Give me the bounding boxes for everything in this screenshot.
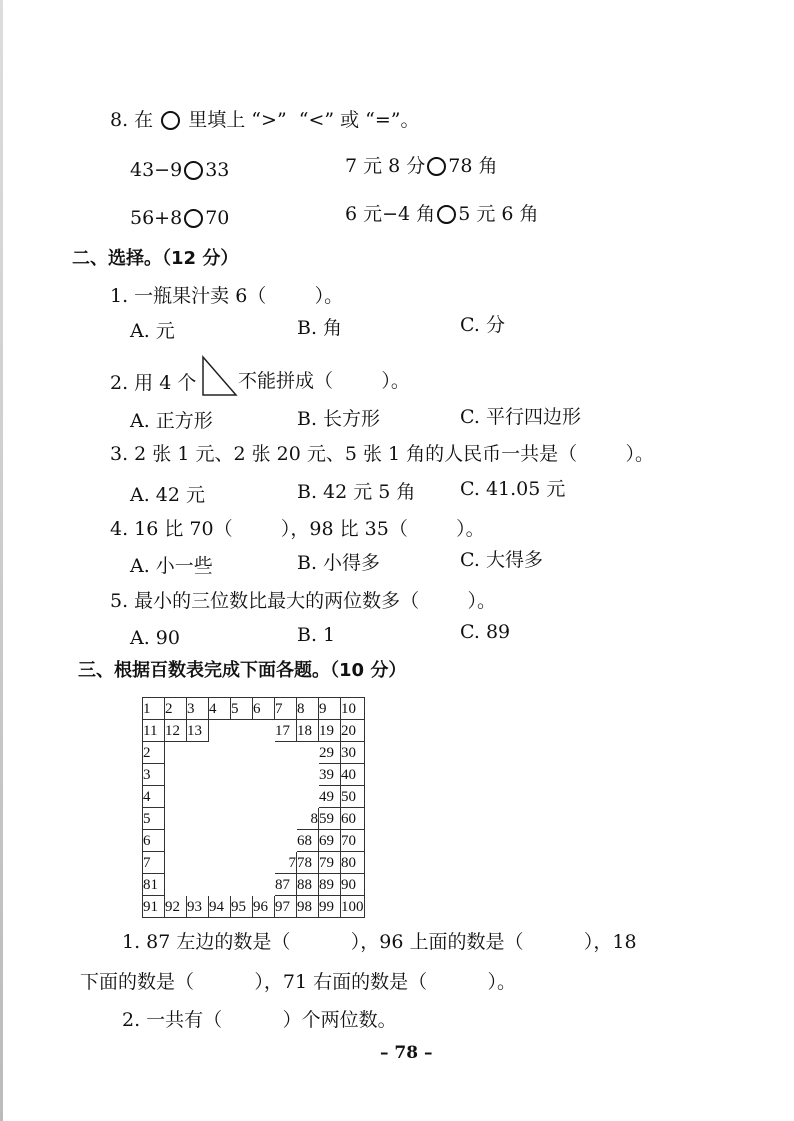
chart-cell: 29 [319,742,341,764]
choice-q5-c[interactable]: C. 89 [460,621,511,643]
chart-cell-empty [165,874,187,896]
choice-q2-b[interactable]: B. 长方形 [297,408,381,430]
chart-cell-empty [231,764,253,786]
chart-cell-empty [231,808,253,830]
chart-cell: 18 [297,720,319,742]
chart-cell: 4 [143,786,165,808]
choice-q4: 4. 16 比 70（ ），98 比 35（ ）。 [110,518,485,540]
chart-cell-empty [165,786,187,808]
chart-cell-empty [253,742,275,764]
chart-cell-empty [253,874,275,896]
circle-blank-icon [161,111,180,130]
chart-row [143,852,365,874]
chart-row [143,896,365,918]
choice-q5-b[interactable]: B. 1 [297,624,336,646]
choice-q2-rest: 不能拼成（ ）。 [238,370,410,392]
chart-cell-empty [187,852,209,874]
chart-cell: 50 [341,786,365,808]
chart-cell: 11 [143,720,165,742]
chart-cell-empty [165,764,187,786]
chart-cell-empty [275,830,297,852]
chart-cell: 2 [143,742,165,764]
chart-cell-empty [209,786,231,808]
chart-row [143,698,365,720]
choice-q4-b[interactable]: B. 小得多 [297,552,381,574]
circle-answer-blank[interactable] [427,157,446,176]
chart-cell-empty [209,808,231,830]
chart-cell-empty [275,808,297,830]
choice-q1: 1. 一瓶果汁卖 6（ ）。 [110,285,344,307]
chart-cell-empty [275,742,297,764]
chart-cell-empty [275,764,297,786]
chart-cell: 91 [143,896,165,918]
q8-item-3: 56+8 70 [130,207,230,229]
chart-cell: 68 [297,830,319,852]
chart-cell-empty [297,786,319,808]
chart-cell: 78 [297,852,319,874]
chart-cell-empty [165,830,187,852]
chart-cell-empty [165,808,187,830]
chart-cell: 89 [319,874,341,896]
chart-cell: 10 [341,698,365,720]
chart-cell: 8 [297,698,319,720]
chart-cell-empty [187,786,209,808]
chart-cell: 79 [319,852,341,874]
chart-cell: 3 [187,698,209,720]
right-triangle-icon [200,355,240,397]
circle-answer-blank[interactable] [184,209,203,228]
chart-cell-empty [253,764,275,786]
q8-item-1: 43−9 33 [130,159,230,181]
q8-item-2: 7 元 8 分 78 角 [345,155,498,177]
chart-cell: 87 [275,874,297,896]
chart-cell: 7 [143,852,165,874]
chart-cell: 80 [341,852,365,874]
choice-q4-a[interactable]: A. 小一些 [130,555,213,577]
chart-cell: 95 [231,896,253,918]
chart-cell-empty [209,852,231,874]
chart-cell: 93 [187,896,209,918]
chart-cell: 3 [143,764,165,786]
chart-row [143,720,365,742]
chart-cell: 5 [143,808,165,830]
chart-row [143,874,365,896]
chart-cell-empty [253,808,275,830]
chart-cell: 60 [341,808,365,830]
chart-cell: 1 [143,698,165,720]
chart-cell: 7 [275,852,297,874]
chart-cell-empty [209,742,231,764]
chart-cell-empty [187,808,209,830]
chart-cell: 49 [319,786,341,808]
chart-cell: 90 [341,874,365,896]
chart-cell: 9 [319,698,341,720]
chart-cell-empty [187,764,209,786]
circle-answer-blank[interactable] [184,161,203,180]
chart-q2: 2. 一共有（ ）个两位数。 [122,1009,397,1031]
chart-cell-empty [187,874,209,896]
chart-cell: 5 [231,698,253,720]
chart-cell-empty [165,852,187,874]
chart-cell: 96 [253,896,275,918]
chart-cell-empty [209,830,231,852]
chart-cell: 7 [275,698,297,720]
chart-cell-empty [253,720,275,742]
chart-cell-empty [231,852,253,874]
chart-q1-line1: 1. 87 左边的数是（ ），96 上面的数是（ ），18 [122,931,637,953]
chart-cell: 6 [143,830,165,852]
scan-edge [0,0,3,1121]
chart-cell-empty [231,742,253,764]
chart-cell-empty [165,742,187,764]
chart-row [143,808,365,830]
chart-cell: 17 [275,720,297,742]
chart-cell: 94 [209,896,231,918]
chart-cell: 2 [165,698,187,720]
choice-q3-b[interactable]: B. 42 元 5 角 [297,481,416,503]
chart-cell-empty [253,830,275,852]
chart-cell: 88 [297,874,319,896]
chart-cell: 59 [319,808,341,830]
chart-cell-empty [209,720,231,742]
choice-q4-c[interactable]: C. 大得多 [460,549,543,571]
chart-cell: 97 [275,896,297,918]
chart-cell: 69 [319,830,341,852]
chart-cell-empty [231,874,253,896]
chart-cell: 81 [143,874,165,896]
choice-q1-c[interactable]: C. 分 [460,314,505,336]
section-heading-choice: 二、选择。（12 分） [72,248,239,269]
chart-cell-empty [209,874,231,896]
choice-q1-a[interactable]: A. 元 [130,320,175,342]
chart-cell-empty [231,786,253,808]
chart-cell-empty [209,764,231,786]
choice-q1-b[interactable]: B. 角 [297,317,343,339]
chart-cell-empty [297,764,319,786]
page-number: – 78 – [380,1043,433,1063]
chart-cell-empty [253,852,275,874]
chart-cell: 40 [341,764,365,786]
chart-row [143,830,365,852]
choice-q3-c[interactable]: C. 41.05 元 [460,478,566,500]
chart-cell-empty [231,830,253,852]
chart-cell-empty [275,786,297,808]
chart-cell: 13 [187,720,209,742]
choice-q2: 2. 用 4 个 [110,372,197,394]
chart-row [143,742,365,764]
chart-q1-line2: 下面的数是（ ），71 右面的数是（ ）。 [80,971,517,993]
chart-cell-empty [231,720,253,742]
choice-q2-a[interactable]: A. 正方形 [130,410,213,432]
choice-q3: 3. 2 张 1 元、2 张 20 元、5 张 1 角的人民币一共是（ ）。 [110,443,654,465]
chart-cell-empty [187,742,209,764]
chart-cell: 39 [319,764,341,786]
chart-cell: 98 [297,896,319,918]
choice-q5: 5. 最小的三位数比最大的两位数多（ ）。 [110,590,496,612]
chart-cell: 20 [341,720,365,742]
choice-q3-a[interactable]: A. 42 元 [130,484,206,506]
chart-row [143,786,365,808]
chart-cell-empty [297,742,319,764]
chart-cell: 70 [341,830,365,852]
circle-answer-blank[interactable] [437,205,456,224]
hundred-chart [142,697,365,918]
chart-cell: 100 [341,896,365,918]
chart-row [143,764,365,786]
chart-cell: 30 [341,742,365,764]
choice-q2-c[interactable]: C. 平行四边形 [460,406,581,428]
chart-cell: 92 [165,896,187,918]
chart-cell: 19 [319,720,341,742]
q8-item-4: 6 元−4 角 5 元 6 角 [345,203,539,225]
q8-title: 8. 在 里填上 “>” “<” 或 “=”。 [110,109,420,131]
chart-cell-empty [187,830,209,852]
chart-cell: 4 [209,698,231,720]
choice-q5-a[interactable]: A. 90 [130,627,180,649]
chart-cell: 99 [319,896,341,918]
chart-cell: 6 [253,698,275,720]
chart-cell: 8 [297,808,319,830]
chart-cell: 12 [165,720,187,742]
section-heading-hundred-chart: 三、根据百数表完成下面各题。（10 分） [78,660,407,681]
chart-cell-empty [253,786,275,808]
